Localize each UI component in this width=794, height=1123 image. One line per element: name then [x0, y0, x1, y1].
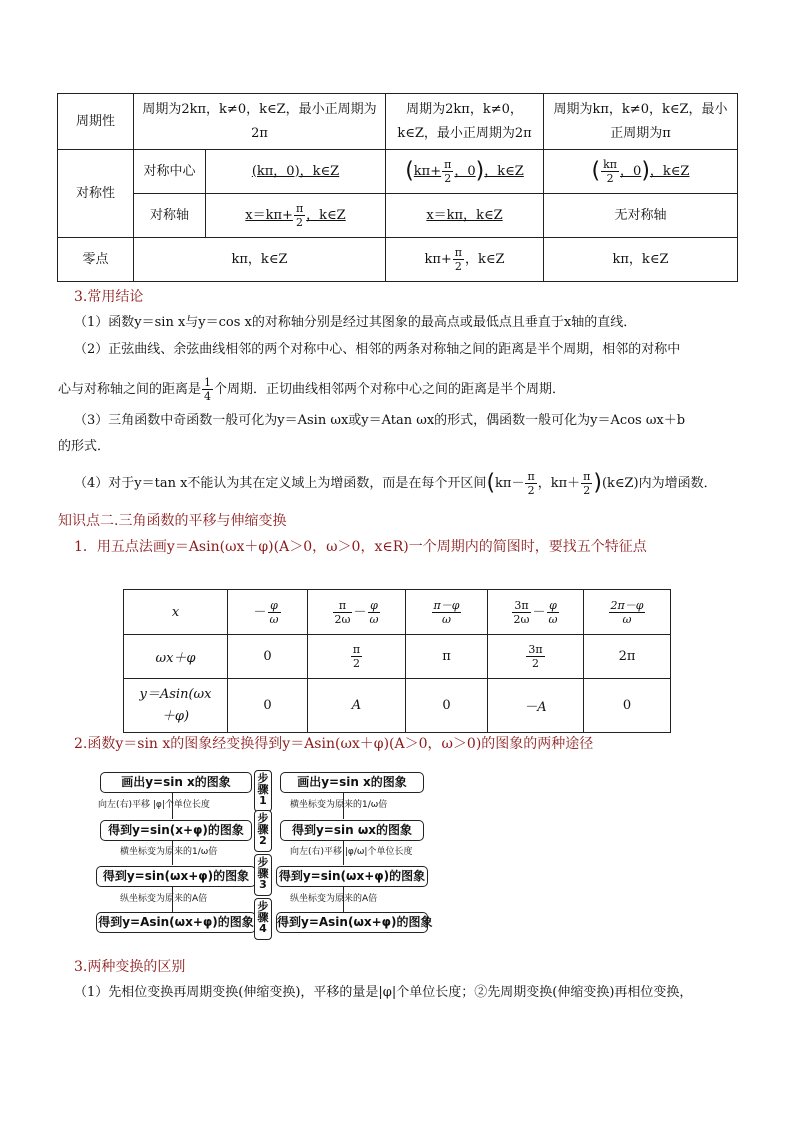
symmetry-label: 对称性 — [58, 150, 134, 238]
paragraph: （1）函数y＝sin x与y＝cos x的对称轴分别是经过其图象的最高点或最低点且垂直于x轴的直线． — [74, 315, 637, 330]
flow-box-left: 得到y=sin(ωx+φ)的图象 — [96, 866, 256, 887]
cos-center: (kπ+ $\frac{\pi}{2}$ ，0)，k∈Z — [386, 150, 544, 194]
paragraph: （4）对于y＝tan x不能认为其在定义域上为增函数，而是在每个开区间(kπ－ $\frac{\pi}{2}$ ，kπ＋ $\frac{\pi}{2}$ )(k∈Z)内为增函数． — [74, 470, 717, 497]
table-row — [124, 635, 671, 679]
tan-zero: kπ，k∈Z — [544, 238, 738, 282]
cell: － $\frac{\varphi}{\omega}$ — [228, 590, 308, 635]
flow-label: 向左(右)平移 |φ|个单位长度 — [98, 800, 210, 810]
cell: $\frac{2\pi-\varphi}{\omega}$ — [584, 590, 671, 635]
cell: 0 — [228, 679, 308, 733]
cell: $\frac{\pi}{2}$ — [308, 635, 406, 679]
paragraph: 2.函数y＝sin x的图象经变换得到y＝Asin(ωx＋φ)(A＞0，ω＞0)的图象的两种途径 — [74, 736, 594, 752]
trig-properties-table — [57, 93, 738, 282]
omega-x-label: ωx＋φ — [124, 635, 228, 679]
cell: －A — [488, 679, 584, 733]
step-box: 步骤4 — [254, 898, 272, 940]
paragraph: （1）先相位变换再周期变换(伸缩变换)，平移的量是|φ|个单位长度；②先周期变换(伸缩变换)再相位变换， — [74, 985, 693, 1000]
sin-axis: x＝kπ+ $\frac{\pi}{2}$ ，k∈Z — [206, 194, 386, 238]
flow-label: 纵坐标变为原来的A倍 — [120, 894, 208, 904]
flow-box-right: 得到y=sin ωx的图象 — [280, 820, 424, 841]
section-title: 知识点二.三角函数的平移与伸缩变换 — [58, 513, 287, 529]
flow-box-left: 画出y=sin x的图象 — [100, 772, 252, 793]
cell: $\frac{3\pi}{2}$ — [488, 635, 584, 679]
cell: 0 — [228, 635, 308, 679]
cell: 0 — [584, 679, 671, 733]
table-row — [58, 194, 738, 238]
paragraph: 心与对称轴之间的距离是 $\frac{1}{4}$ 个周期．正切曲线相邻两个对称中心之间的距离是半个周期． — [58, 376, 566, 403]
flow-box-right: 画出y=sin x的图象 — [280, 772, 424, 793]
paragraph: 的形式． — [58, 439, 111, 454]
sin-zero: kπ，k∈Z — [134, 238, 386, 282]
x-label: x — [124, 590, 228, 635]
center-label: 对称中心 — [134, 150, 206, 194]
cell: $\frac{\pi}{2\omega}$ － $\frac{\varphi}{\omega}$ — [308, 590, 406, 635]
flow-label: 向左(右)平移 |φ/ω|个单位长度 — [290, 847, 413, 857]
flow-box-right: 得到y=sin(ωx+φ)的图象 — [276, 866, 428, 887]
flow-box-right: 得到y=Asin(ωx+φ)的图象 — [276, 912, 428, 933]
cell: $\frac{\pi-\varphi}{\omega}$ — [406, 590, 488, 635]
tan-center: ( $\frac{k\pi}{2}$ ，0)，k∈Z — [544, 150, 738, 194]
paragraph: 1．用五点法画y＝Asin(ωx＋φ)(A＞0，ω＞0，x∈R)一个周期内的简图时，要找五个特征点 — [74, 539, 647, 555]
cell: A — [308, 679, 406, 733]
table-row — [58, 94, 738, 150]
sin-period: 周期为2kπ，k≠0，k∈Z，最小正周期为2π — [134, 94, 386, 150]
zero-label: 零点 — [58, 238, 134, 282]
cell: 0 — [406, 679, 488, 733]
flow-box-left: 得到y=Asin(ωx+φ)的图象 — [96, 912, 256, 933]
five-point-table — [123, 589, 671, 733]
flow-box-left: 得到y=sin(x+φ)的图象 — [100, 820, 252, 841]
flow-label: 横坐标变为原来的1/ω倍 — [290, 800, 388, 810]
cos-axis: x＝kπ，k∈Z — [386, 194, 544, 238]
axis-label: 对称轴 — [134, 194, 206, 238]
cos-period: 周期为2kπ，k≠0，k∈Z，最小正周期为2π — [386, 94, 544, 150]
section-title: 3.常用结论 — [74, 289, 144, 305]
table-row — [58, 150, 738, 194]
tan-period: 周期为kπ，k≠0，k∈Z，最小正周期为π — [544, 94, 738, 150]
cell: 2π — [584, 635, 671, 679]
cell: π — [406, 635, 488, 679]
tan-axis: 无对称轴 — [544, 194, 738, 238]
flow-label: 纵坐标变为原来的A倍 — [290, 894, 378, 904]
flow-label: 横坐标变为原来的1/ω倍 — [120, 847, 218, 857]
step-box: 步骤3 — [254, 854, 272, 896]
cell: $\frac{3\pi}{2\omega}$ － $\frac{\varphi}{\omega}$ — [488, 590, 584, 635]
step-box: 步骤2 — [254, 810, 272, 852]
sin-center: (kπ，0)，k∈Z — [206, 150, 386, 194]
paragraph: （3）三角函数中奇函数一般可化为y＝Asin ωx或y＝Atan ωx的形式，偶函数一般可化为y＝Acos ωx＋b — [74, 413, 686, 428]
table-row — [58, 238, 738, 282]
period-label: 周期性 — [58, 94, 134, 150]
step-box: 步骤1 — [254, 770, 272, 812]
paragraph: （2）正弦曲线、余弦曲线相邻的两个对称中心、相邻的两条对称轴之间的距离是半个周期，相邻的对称中 — [74, 342, 681, 357]
table-row — [124, 590, 671, 635]
section-title: 3.两种变换的区别 — [74, 959, 186, 975]
table-row — [124, 679, 671, 733]
cos-zero: kπ+ $\frac{\pi}{2}$ ，k∈Z — [386, 238, 544, 282]
y-label: y＝Asin(ωx ＋φ) — [124, 679, 228, 733]
transformation-flowchart — [94, 770, 434, 940]
